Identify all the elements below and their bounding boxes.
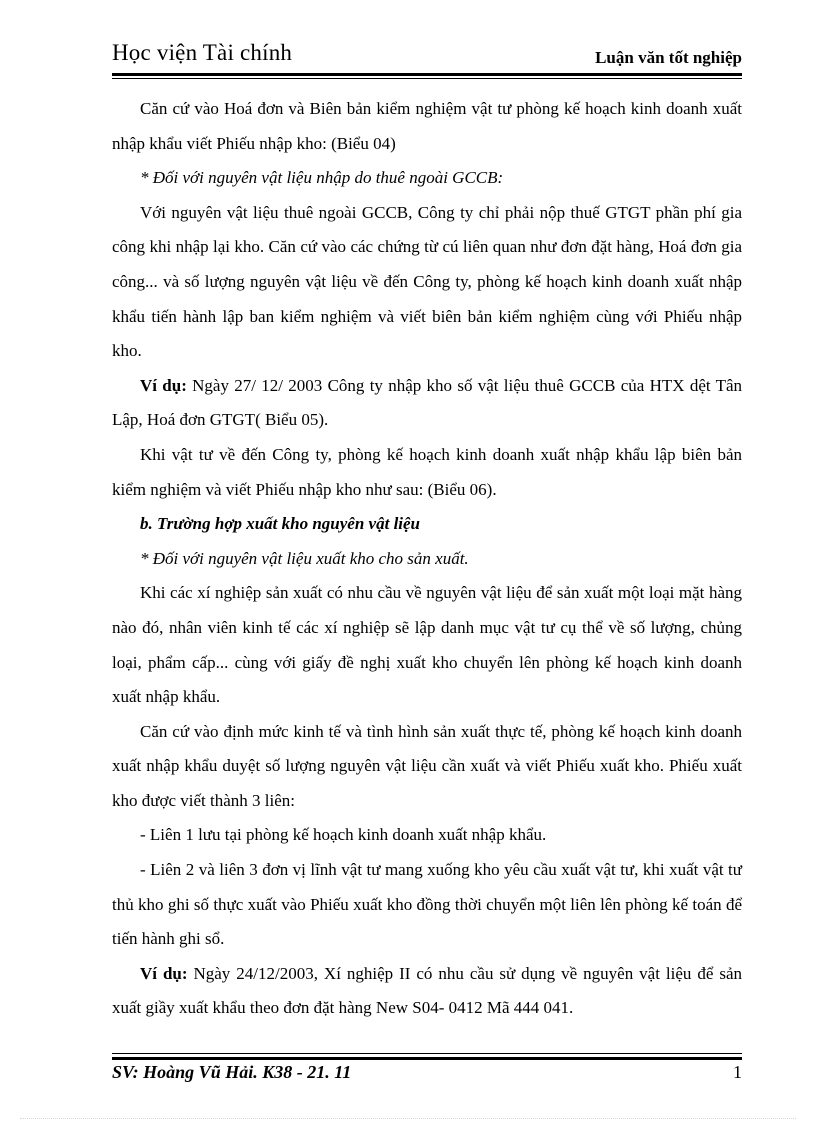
page-edge-dots: [20, 1118, 796, 1119]
page-body: [112, 92, 742, 1026]
example-text: Ngày 24/12/2003, Xí nghiệp II có nhu cầu sử dụng về nguyên vật liệu để sản xuất giầy xuất khẩu theo đơn đặt hàng New S04- 0412 Mã 444 041.: [112, 963, 742, 1018]
document-type: Luận văn tốt nghiệp: [595, 48, 742, 67]
page-number: 1: [733, 1062, 742, 1082]
paragraph: Với nguyên vật liệu thuê ngoài GCCB, Công ty chỉ phải nộp thuế GTGT phần phí gia công khi nhập lại kho. Căn cứ vào các chứng từ cú liên quan như đơn đặt hàng, Hoá đơn gia công... và số lượng nguyên vật liệu về đến Công ty, phòng kế hoạch kinh doanh xuất nhập khẩu tiến hành lập ban kiểm nghiệm và viết biên bản kiểm nghiệm cùng với Phiếu nhập kho.: [112, 202, 742, 361]
paragraph: Căn cứ vào Hoá đơn và Biên bản kiểm nghiệm vật tư phòng kế hoạch kinh doanh xuất nhập khẩu viết Phiếu nhập kho: (Biểu 04): [112, 99, 742, 153]
paragraph: Khi các xí nghiệp sản xuất có nhu cầu về nguyên vật liệu để sản xuất một loại mặt hàng nào đó, nhân viên kinh tế các xí nghiệp sẽ lập danh mục vật tư cụ thể về số lượng, chủng loại, phẩm cấp... cùng với giấy đề nghị xuất kho chuyển lên phòng kế hoạch kinh doanh xuất nhập khẩu.: [112, 583, 742, 707]
list-item: - Liên 1 lưu tại phòng kế hoạch kinh doanh xuất nhập khẩu.: [140, 825, 547, 845]
header-divider-thin: [112, 78, 742, 79]
paragraph: Khi vật tư về đến Công ty, phòng kế hoạch kinh doanh xuất nhập khẩu lập biên bản kiểm nghiệm và viết Phiếu nhập kho như sau: (Biểu 06).: [112, 444, 742, 499]
footer-divider-thick: [112, 1057, 742, 1060]
section-heading: b. Trường hợp xuất kho nguyên vật liệu: [140, 514, 421, 534]
page-header: [112, 38, 742, 72]
student-info: SV: Hoàng Vũ Hải. K38 - 21. 11: [112, 1062, 352, 1082]
header-divider-thick: [112, 73, 742, 76]
example-paragraph: [112, 369, 742, 438]
example-label: Ví dụ:: [140, 375, 187, 395]
example-paragraph: [112, 957, 742, 1026]
list-item: - Liên 2 và liên 3 đơn vị lĩnh vật tư mang xuống kho yêu cầu xuất vật tư, khi xuất vật tư thủ kho ghi số thực xuất vào Phiếu xuất kho đồng thời chuyển một liên lên phòng kế toán để tiến hành ghi sổ.: [112, 860, 742, 949]
footer-divider-thin: [112, 1053, 742, 1054]
example-label: Ví dụ:: [140, 963, 188, 983]
subsection-note: * Đối với nguyên vật liệu xuất kho cho sản xuất.: [140, 548, 469, 568]
subsection-note: * Đối với nguyên vật liệu nhập do thuê ngoài GCCB:: [140, 168, 504, 188]
page-footer: [112, 1062, 742, 1088]
example-text: Ngày 27/ 12/ 2003 Công ty nhập kho số vật liệu thuê GCCB của HTX dệt Tân Lập, Hoá đơn GTGT( Biểu 05).: [112, 375, 742, 430]
paragraph: Căn cứ vào định mức kinh tế và tình hình sản xuất thực tế, phòng kế hoạch kinh doanh xuất nhập khẩu duyệt số lượng nguyên vật liệu cần xuất và viết Phiếu xuất kho. Phiếu xuất kho được viết thành 3 liên:: [112, 721, 742, 810]
institution-name: Học viện Tài chính: [112, 40, 293, 65]
